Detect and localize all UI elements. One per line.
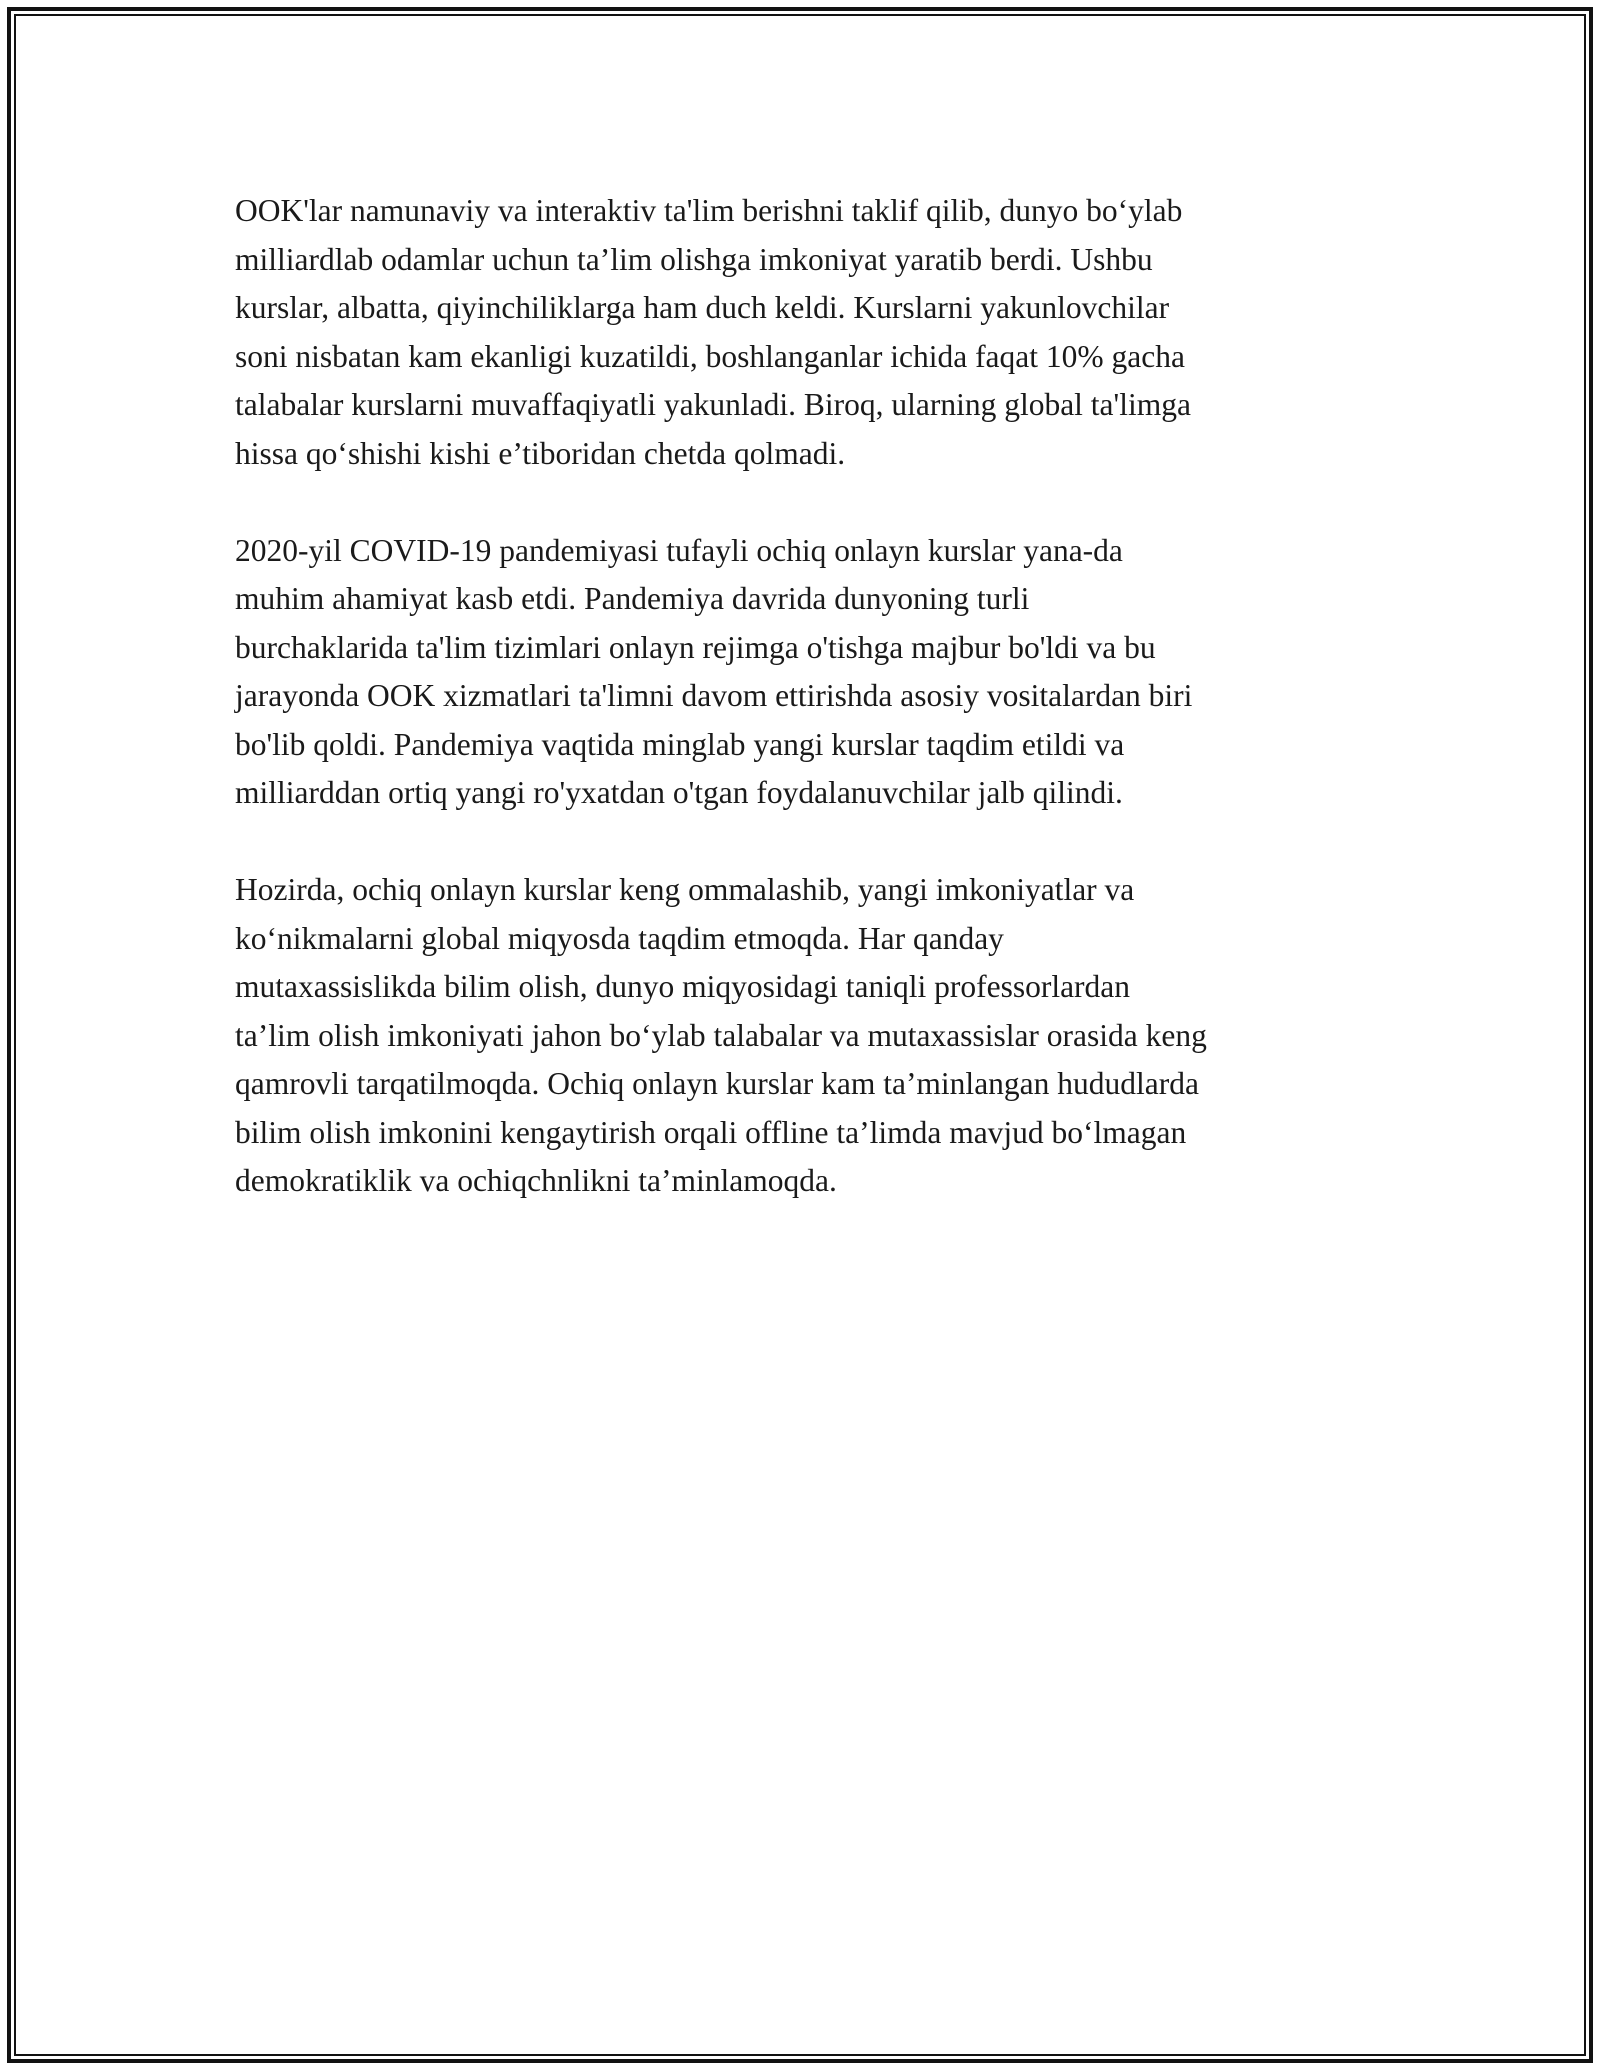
text-line: qamrovli tarqatilmoqda. Ochiq onlayn kurslar kam ta’minlangan hududlarda [235, 1066, 1199, 1101]
text-line: milliardlab odamlar uchun ta’lim olishga imkoniyat yaratib berdi. Ushbu [235, 241, 1153, 277]
text-line: mutaxassislikda bilim olish, dunyo miqyosidagi taniqli professorlardan [235, 969, 1131, 1004]
text-line: Hozirda, ochiq onlayn kurslar keng ommalashib, yangi imkoniyatlar va [235, 872, 1135, 907]
text-line: kurslar, albatta, qiyinchiliklarga ham duch keldi. Kurslarni yakunlovchilar [235, 290, 1170, 325]
text-line: ko‘nikmalarni global miqyosda taqdim etmoqda. Har qanday [235, 920, 1004, 956]
text-line: bo'lib qoldi. Pandemiya vaqtida minglab yangi kurslar taqdim etildi va [235, 726, 1125, 762]
text-line: burchaklarida ta'lim tizimlari onlayn rejimga o'tishga majbur bo'ldi va bu [235, 629, 1156, 665]
text-line: talabalar kurslarni muvaffaqiyatli yakunladi. Biroq, ularning global ta'limga [235, 387, 1191, 422]
paragraph-3 [235, 866, 1380, 1206]
text-line: soni nisbatan kam ekanligi kuzatildi, boshlanganlar ichida faqat 10% gacha [235, 338, 1185, 374]
text-line: milliarddan ortiq yangi ro'yxatdan o'tgan foydalanuvchilar jalb qilindi. [235, 775, 1123, 810]
text-line: 2020-yil COVID-19 pandemiyasi tufayli ochiq onlayn kurslar yana-da [235, 532, 1123, 568]
text-line: jarayonda OOK xizmatlari ta'limni davom ettirishda asosiy vositalardan biri [235, 678, 1193, 713]
text-line: bilim olish imkonini kengaytirish orqali offline ta’limda mavjud bo‘lmagan [235, 1114, 1187, 1150]
text-line: demokratiklik va ochiqchnlikni ta’minlamoqda. [235, 1163, 837, 1198]
paragraph-2 [235, 527, 1380, 818]
paragraph-1 [235, 187, 1380, 478]
text-line: OOK'lar namunaviy va interaktiv ta'lim berishni taklif qilib, dunyo bo‘ylab [235, 193, 1183, 228]
document-body [235, 187, 1380, 1254]
text-line: ta’lim olish imkoniyati jahon bo‘ylab talabalar va mutaxassislar orasida keng [235, 1017, 1207, 1053]
text-line: muhim ahamiyat kasb etdi. Pandemiya davrida dunyoning turli [235, 581, 1030, 616]
text-line: hissa qo‘shishi kishi e’tiboridan chetda qolmadi. [235, 435, 846, 471]
